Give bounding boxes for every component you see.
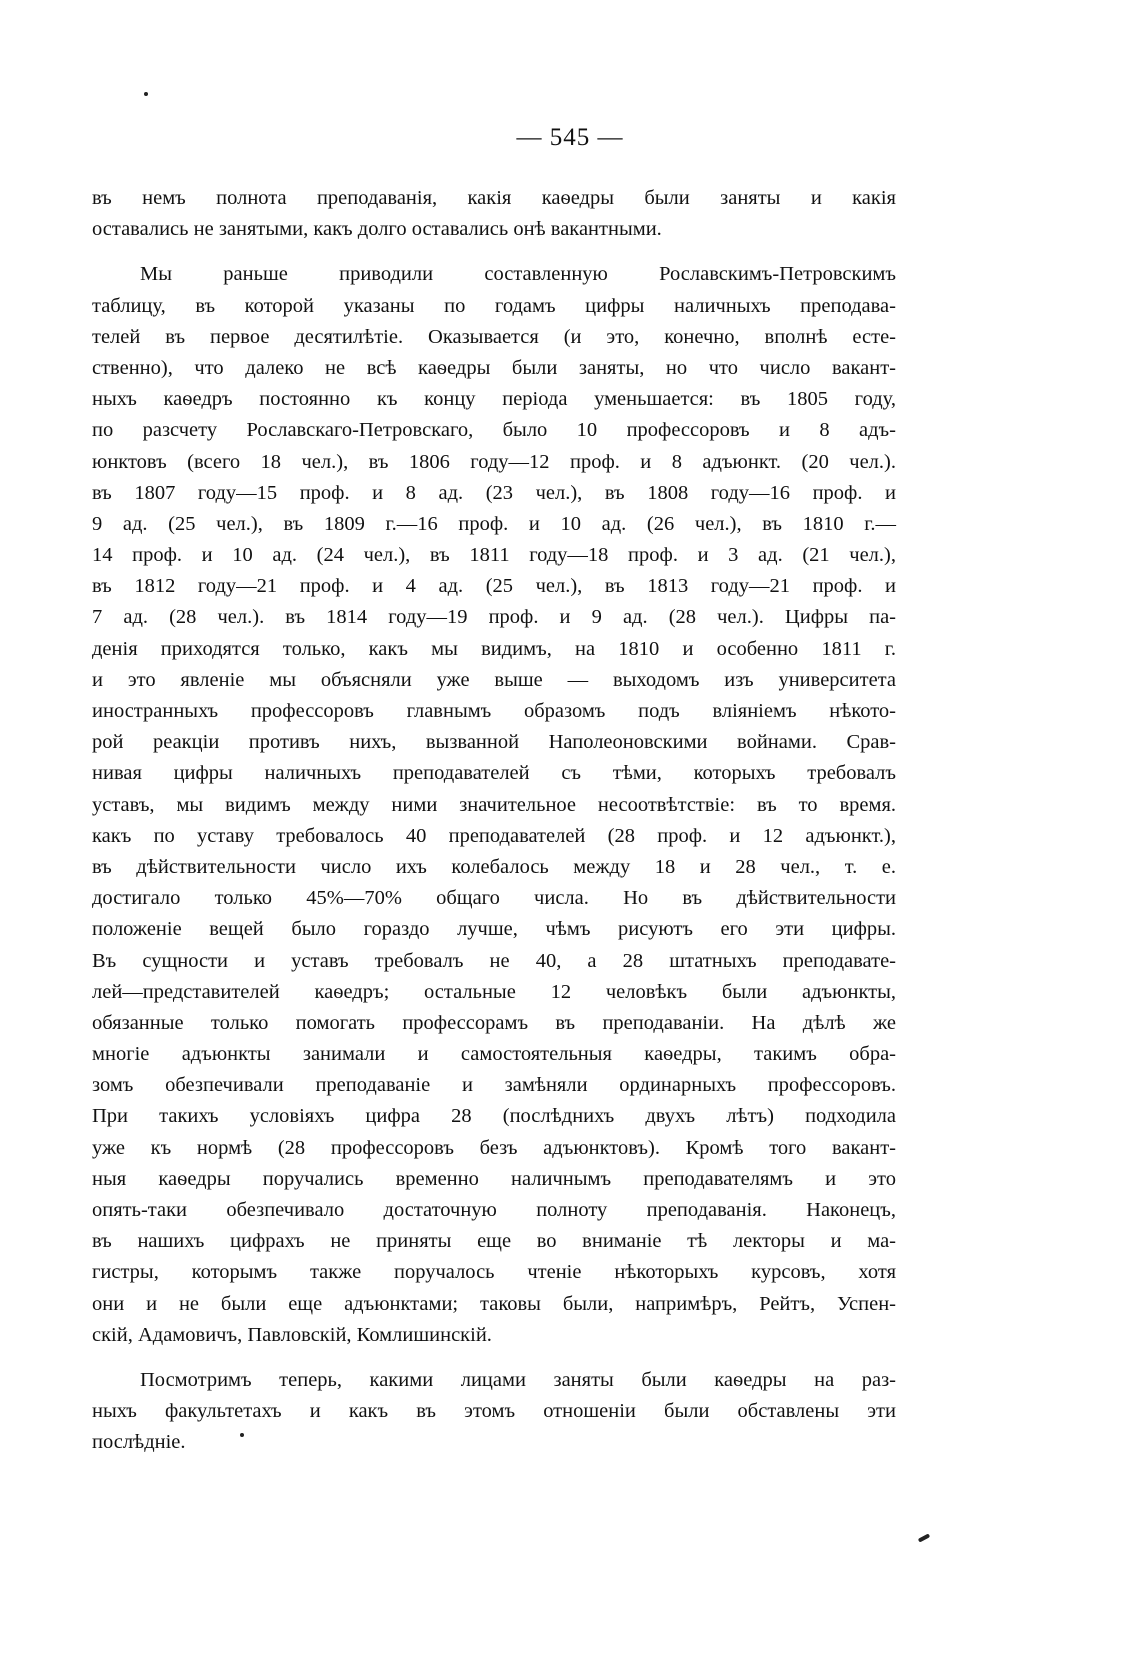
- text-line: Мы раньше приводили составленную Рославскимъ-Петровскимъ: [140, 263, 896, 286]
- text-line: многіе адъюнкты занимали и самостоятельныя каѳедры, такимъ обра-: [92, 1043, 896, 1066]
- text-line: въ немъ полнота преподаванія, какія каѳедры были заняты и какія: [92, 187, 896, 209]
- text-line: и это явленіе мы объясняли уже выше — выходомъ изъ университета: [92, 668, 896, 691]
- text-line: лей—представителей каѳедръ; остальные 12 человѣкъ были адъюнкты,: [92, 980, 896, 1003]
- text-line: послѣдніе.: [92, 1431, 186, 1454]
- text-line: въ 1807 году—15 проф. и 8 ад. (23 чел.), въ 1808 году—16 проф. и: [92, 481, 896, 504]
- print-speck: [240, 1433, 244, 1437]
- text-line: ныхъ факультетахъ и какъ въ этомъ отношеніи были обставлены эти: [92, 1400, 896, 1423]
- text-line: зомъ обезпечивали преподаваніе и замѣняли ординарныхъ профессоровъ.: [92, 1074, 896, 1097]
- print-speck: [918, 1533, 930, 1542]
- text-line: иностранныхъ профессоровъ главнымъ образомъ подъ вліяніемъ нѣкото-: [92, 700, 896, 722]
- text-line: въ дѣйствительности число ихъ колебалось между 18 и 28 чел., т. е.: [92, 855, 896, 878]
- text-line: оставались не занятыми, какъ долго оставались онѣ вакантными.: [92, 218, 662, 241]
- text-line: положеніе вещей было гораздо лучше, чѣмъ рисуютъ его эти цифры.: [92, 918, 896, 941]
- text-line: нивая цифры наличныхъ преподавателей съ тѣми, которыхъ требовалъ: [92, 762, 896, 785]
- page-number: — 545 —: [516, 124, 624, 151]
- paragraph: [92, 183, 896, 245]
- text-line: гистры, которымъ также поручалось чтеніе нѣкоторыхъ курсовъ, хотя: [92, 1261, 896, 1284]
- paragraph-gap: [92, 245, 896, 259]
- text-line: 7 ад. (28 чел.). въ 1814 году—19 проф. и 9 ад. (28 чел.). Цифры па-: [92, 606, 896, 629]
- print-speck: [144, 92, 148, 96]
- text-line: они и не были еще адъюнктами; таковы были, напримѣръ, Рейтъ, Успен-: [92, 1292, 896, 1315]
- text-line: рой реакціи противъ нихъ, вызванной Наполеоновскими войнами. Срав-: [92, 731, 896, 754]
- text-line: достигало только 45%—70% общаго числа. Но въ дѣйствительности: [92, 887, 896, 910]
- text-line: телей въ первое десятилѣтіе. Оказывается (и это, конечно, вполнѣ есте-: [92, 325, 896, 348]
- text-line: юнктовъ (всего 18 чел.), въ 1806 году—12 проф. и 8 адъюнкт. (20 чел.).: [92, 450, 896, 473]
- text-line: опять-таки обезпечивало достаточную полноту преподаванія. Наконецъ,: [92, 1199, 896, 1221]
- text-line: ныхъ каѳедръ постоянно къ концу періода уменьшается: въ 1805 году,: [92, 388, 896, 411]
- text-line: При такихъ условіяхъ цифра 28 (послѣднихъ двухъ лѣтъ) подходила: [92, 1105, 896, 1128]
- paragraph: [92, 259, 896, 1351]
- text-line: уставъ, мы видимъ между ними значительное несоотвѣтствіе: въ то время.: [92, 793, 896, 816]
- text-line: ныя каѳедры поручались временно наличнымъ преподавателямъ и это: [92, 1167, 896, 1190]
- text-line: въ 1812 году—21 проф. и 4 ад. (25 чел.), въ 1813 году—21 проф. и: [92, 575, 896, 598]
- text-line: обязанные только помогать профессорамъ въ преподаваніи. На дѣлѣ же: [92, 1011, 896, 1034]
- text-line: въ нашихъ цифрахъ не приняты еще во вниманіе тѣ лекторы и ма-: [92, 1230, 896, 1253]
- text-line: Въ сущности и уставъ требовалъ не 40, а 28 штатныхъ преподавате-: [92, 949, 896, 972]
- text-line: по разсчету Рославскаго-Петровскаго, было 10 профессоровъ и 8 адъ-: [92, 419, 896, 442]
- text-line: скій, Адамовичъ, Павловскій, Комлишинскій.: [92, 1323, 492, 1346]
- text-line: 9 ад. (25 чел.), въ 1809 г.—16 проф. и 10 ад. (26 чел.), въ 1810 г.—: [92, 512, 896, 535]
- paragraph-gap: [92, 1351, 896, 1365]
- text-line: 14 проф. и 10 ад. (24 чел.), въ 1811 году—18 проф. и 3 ад. (21 чел.),: [92, 544, 896, 567]
- text-line: Посмотримъ теперь, какими лицами заняты были каѳедры на раз-: [140, 1368, 896, 1391]
- text-line: уже къ нормѣ (28 профессоровъ безъ адъюнктовъ). Кромѣ того вакант-: [92, 1136, 896, 1159]
- body-text: [92, 183, 896, 1459]
- text-line: денія приходятся только, какъ мы видимъ, на 1810 и особенно 1811 г.: [92, 637, 896, 660]
- text-line: какъ по уставу требовалось 40 преподавателей (28 проф. и 12 адъюнкт.),: [92, 824, 896, 847]
- text-line: таблицу, въ которой указаны по годамъ цифры наличныхъ преподава-: [92, 294, 896, 317]
- paragraph: [92, 1365, 896, 1459]
- text-line: ственно), что далеко не всѣ каѳедры были заняты, но что число вакант-: [92, 356, 896, 379]
